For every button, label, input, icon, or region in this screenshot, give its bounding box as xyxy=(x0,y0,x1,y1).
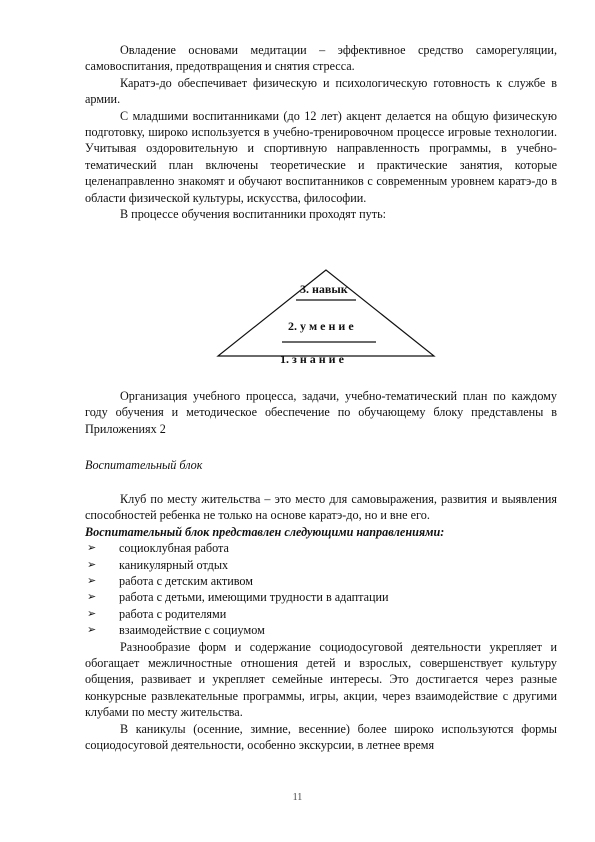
arrow-bullet-icon: ➢ xyxy=(87,575,97,587)
arrow-bullet-icon: ➢ xyxy=(87,542,97,555)
list-item xyxy=(85,540,557,556)
list-item xyxy=(85,622,557,638)
section-heading: Воспитательный блок xyxy=(85,458,203,472)
list-item-text: работа с родителями xyxy=(119,606,227,621)
arrow-bullet-icon: ➢ xyxy=(87,591,97,604)
paragraph-holidays: В каникулы (осенние, зимние, весенние) более широко используются формы социодосуговой деятельности, особенно экскурсии, в летнее время xyxy=(85,721,557,752)
list-item-text: работа с детским активом xyxy=(119,574,253,588)
list-item xyxy=(85,606,557,622)
list-item-text: взаимодействие с социумом xyxy=(119,623,265,638)
learning-pyramid-diagram xyxy=(216,268,436,368)
directions-list xyxy=(85,540,557,638)
paragraph-forms: Разнообразие форм и содержание социодосуговой деятельности укрепляет и обогащает межличностные отношения детей и взрослых, совершенствует культуру общения, развивает и укрепляет семейные интересы. Это достигается через разные конкурсные развлекательные программы, игры, акции, через взаимодействие с другими клубами по месту жительства. xyxy=(85,639,557,720)
arrow-bullet-icon: ➢ xyxy=(87,607,97,620)
text-block-upbringing xyxy=(85,457,557,473)
text-block-organization xyxy=(85,388,557,437)
arrow-bullet-icon: ➢ xyxy=(87,624,97,637)
directions-intro: Воспитательный блок представлен следующими направлениями: xyxy=(85,524,445,539)
paragraph-younger-students: С младшими воспитанниками (до 12 лет) акцент делается на общую физическую подготовку, широко используется в учебно-тренировочном процессе игровые технологии. Учитывая оздоровительную и спортивную направленность программы, в учебно-тематический план включены теоретические и практические занятия, которые целенаправленно знакомят и обучают воспитанников с современным уровнем каратэ-до в области физической культуры, искусства, философии. xyxy=(85,108,557,205)
page-number: 11 xyxy=(292,792,303,803)
pyramid-level-ability: 2. у м е н и е xyxy=(288,319,354,333)
list-item-text: работа с детьми, имеющими трудности в адаптации xyxy=(119,590,389,605)
paragraph-army: Каратэ-до обеспечивает физическую и психологическую готовность к службе в армии. xyxy=(85,75,557,107)
list-item-text: каникулярный отдых xyxy=(119,557,229,572)
list-item xyxy=(85,557,557,573)
pyramid-level-skill: 3. навык xyxy=(300,282,348,296)
list-item xyxy=(85,573,557,589)
arrow-bullet-icon: ➢ xyxy=(87,558,97,571)
list-item xyxy=(85,589,557,605)
paragraph-learning-path: В процессе обучения воспитанники проходят путь: xyxy=(120,207,387,222)
paragraph-club: Клуб по месту жительства – это место для самовыражения, развития и выявления способностей ребенка не только на основе каратэ-до, но и вне его. xyxy=(85,492,557,523)
paragraph-organization: Организация учебного процесса, задачи, учебно-тематический план по каждому году обучения и методическое обеспечение по обучающему блоку представлены в Приложениях 2 xyxy=(85,389,557,436)
pyramid-level-knowledge: 1. з н а н и е xyxy=(280,352,344,366)
text-block-club xyxy=(85,491,557,753)
text-block-top xyxy=(85,42,557,222)
paragraph-meditation: Овладение основами медитации – эффективное средство саморегуляции, самовоспитания, предотвращения и снятия стресса. xyxy=(85,43,557,74)
list-item-text: социоклубная работа xyxy=(119,541,229,556)
